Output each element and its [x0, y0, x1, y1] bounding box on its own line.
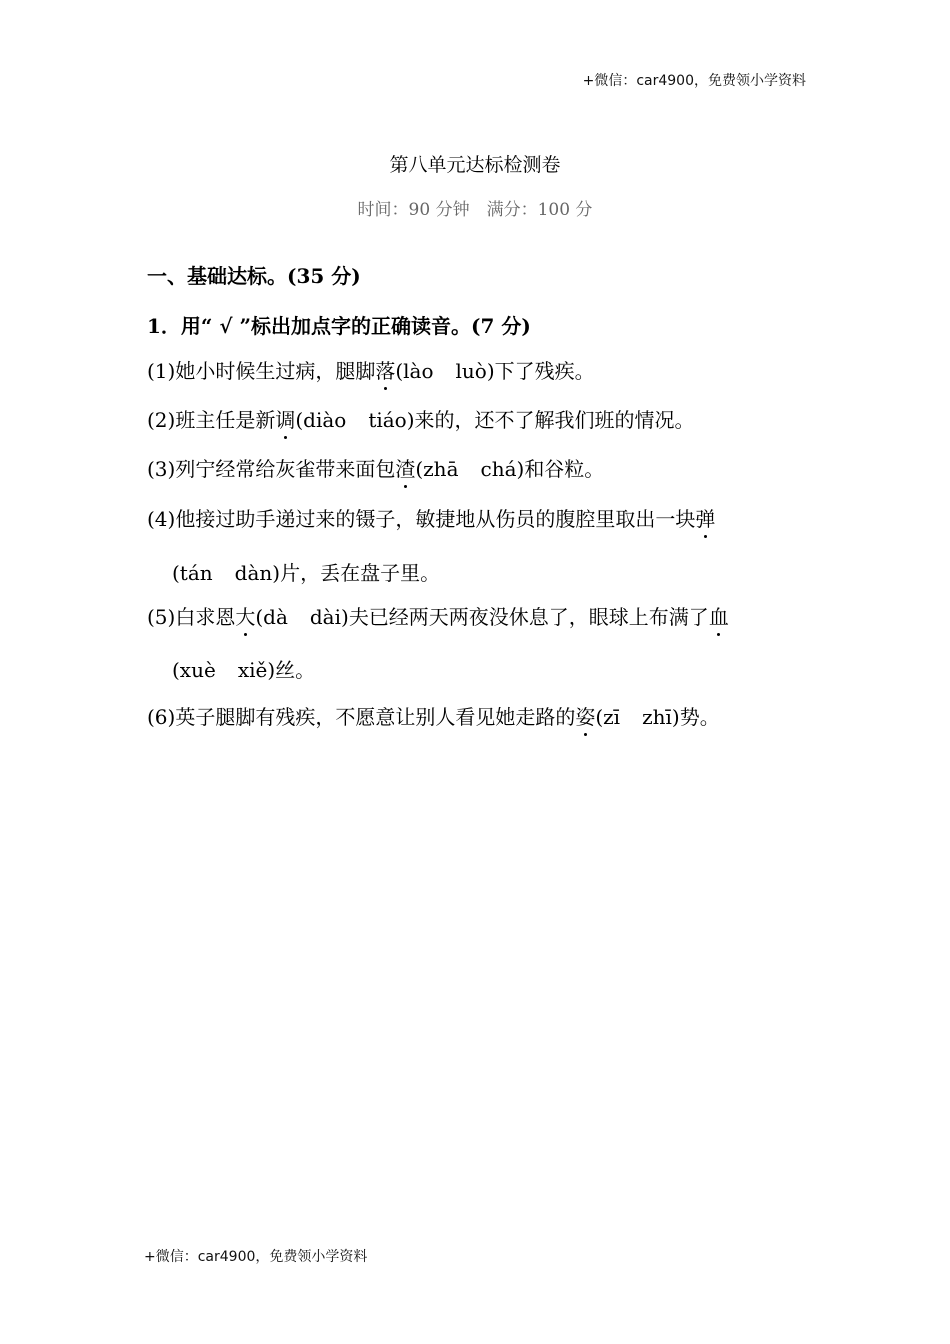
pinyin-option: (diào [295, 408, 347, 432]
question-item-3 [147, 453, 604, 482]
page-title: 第八单元达标检测卷 [389, 154, 561, 176]
pinyin-option: dàn) [234, 561, 281, 585]
page-subtitle: 时间：90 分钟 满分：100 分 [357, 200, 593, 220]
question-title: 1．用“ √ ”标出加点字的正确读音。(7 分) [147, 314, 531, 338]
pinyin-option: (zhā [415, 457, 459, 481]
item-text: (2)班主任是新 [147, 408, 276, 432]
question-item-5 [147, 601, 729, 630]
section-heading: 一、基础达标。(35 分) [147, 264, 361, 288]
dotted-char: 渣 [395, 453, 415, 482]
dotted-char: 姿 [575, 701, 595, 730]
pinyin-option: (xuè [172, 658, 216, 682]
item-text: 来的，还不了解我们班的情况。 [414, 408, 695, 432]
item-text: 势。 [679, 705, 720, 729]
watermark-top: +微信：car4900，免费领小学资料 [582, 73, 806, 89]
item-text: 和谷粒。 [524, 457, 605, 481]
pinyin-option: dài) [309, 605, 349, 629]
pinyin-option: (lào [395, 359, 434, 383]
pinyin-option: zhī) [642, 705, 680, 729]
dotted-char: 血 [709, 601, 729, 630]
dotted-char: 调 [275, 404, 295, 433]
pinyin-option: (zī [595, 705, 621, 729]
pinyin-option: chá) [480, 457, 525, 481]
pinyin-option: luò) [455, 359, 495, 383]
item-text: (3)列宁经常给灰雀带来面包 [147, 457, 396, 481]
item-text: (1)她小时候生过病，腿脚 [147, 359, 376, 383]
pinyin-option: (tán [172, 561, 213, 585]
question-item-4-continued [172, 557, 440, 586]
item-text: (4)他接过助手递过来的镊子，敏捷地从伤员的腹腔里取出一块 [147, 507, 696, 531]
dotted-char: 落 [375, 355, 395, 384]
item-text: 夫已经两天两夜没休息了，眼球上布满了 [348, 605, 709, 629]
item-text: 下了残疾。 [494, 359, 595, 383]
dotted-char: 大 [235, 601, 255, 630]
question-item-6 [147, 701, 720, 730]
dotted-char: 弹 [695, 503, 715, 532]
pinyin-option: tiáo) [368, 408, 415, 432]
watermark-bottom: +微信：car4900，免费领小学资料 [144, 1249, 368, 1265]
pinyin-option: (dà [255, 605, 288, 629]
item-text: (6)英子腿脚有残疾，不愿意让别人看见她走路的 [147, 705, 576, 729]
item-text: 丝。 [275, 658, 316, 682]
pinyin-option: xiě) [237, 658, 276, 682]
question-item-1 [147, 355, 595, 384]
item-text: (5)白求恩 [147, 605, 236, 629]
item-text: 片，丢在盘子里。 [280, 561, 441, 585]
question-item-4 [147, 503, 715, 532]
question-item-2 [147, 404, 695, 433]
question-item-5-continued [172, 654, 315, 683]
